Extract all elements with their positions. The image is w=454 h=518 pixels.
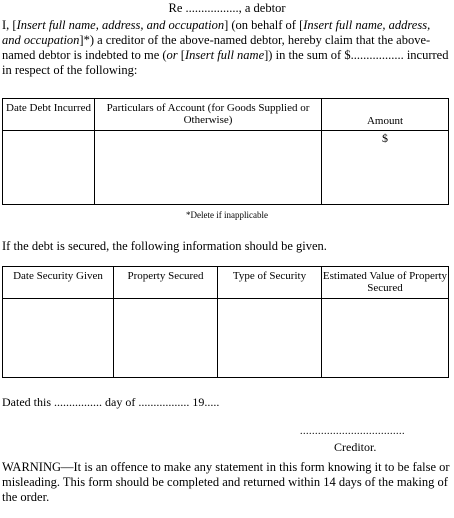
claim-text: I, [ xyxy=(2,18,17,32)
warning-notice: WARNING—It is an offence to make any statement in this form knowing it to be false or misleading. This form should be completed and returned within 14 days of the making of the order. xyxy=(2,460,450,504)
debtor-heading: Re ................., a debtor xyxy=(168,1,286,15)
claim-text: ]) in the sum of $................. incurred in respect of the following: xyxy=(2,48,449,77)
dated-line: Dated this ................ day of ................. 19..... xyxy=(2,395,220,409)
date-debt-incurred-cell[interactable] xyxy=(3,131,95,205)
particulars-cell[interactable] xyxy=(95,131,322,205)
column-header-date-security-given: Date Security Given xyxy=(3,267,114,299)
column-header-property-secured: Property Secured xyxy=(114,267,218,299)
column-header-type-of-security: Type of Security xyxy=(218,267,322,299)
placeholder-behalf-name-address-occupation: Insert full name, address, and occupation xyxy=(2,18,431,47)
date-security-given-cell[interactable] xyxy=(3,299,114,378)
amount-cell[interactable] xyxy=(322,131,449,205)
estimated-value-cell[interactable] xyxy=(322,299,449,378)
placeholder-full-name: Insert full name xyxy=(184,48,265,62)
delete-note: *Delete if inapplicable xyxy=(186,210,268,220)
column-header-date-debt-incurred: Date Debt Incurred xyxy=(3,99,95,131)
creditor-label: Creditor. xyxy=(334,440,377,454)
column-header-estimated-value: Estimated Value of Property Secured xyxy=(322,267,449,299)
claim-text: ]*) a creditor of the above-named debtor, hereby claim that the above-named debtor is indebted to me ( xyxy=(2,33,431,62)
dollar-sign: $ xyxy=(382,131,388,145)
column-header-particulars: Particulars of Account (for Goods Supplied or Otherwise) xyxy=(95,99,322,131)
placeholder-name-address-occupation: Insert full name, address, and occupation xyxy=(16,18,225,32)
column-header-amount: Amount xyxy=(322,99,449,131)
type-of-security-cell[interactable] xyxy=(218,299,322,378)
debt-particulars-table xyxy=(2,98,449,205)
claim-paragraph xyxy=(2,18,450,78)
signature-line: ................................... xyxy=(300,426,405,437)
claim-text: [ xyxy=(177,48,185,62)
placeholder-or: or xyxy=(166,48,178,62)
property-secured-cell[interactable] xyxy=(114,299,218,378)
security-table xyxy=(2,266,449,378)
secured-debt-instruction: If the debt is secured, the following information should be given. xyxy=(2,239,327,253)
claim-text: ] (on behalf of [ xyxy=(224,18,304,32)
